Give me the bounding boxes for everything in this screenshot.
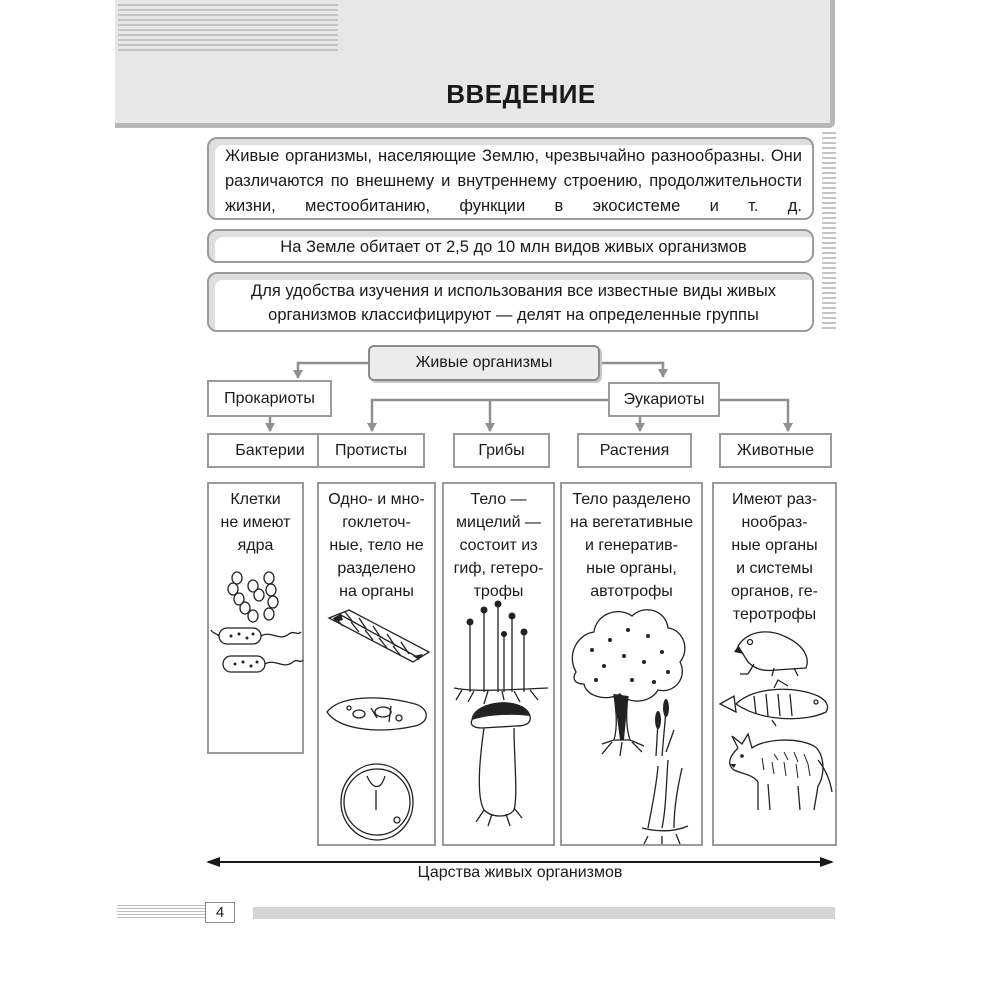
info-box-classification: Для удобства изучения и использования все известные виды живых организмов классифицируют — делят на определенные группы xyxy=(207,272,814,332)
bacteria-illustration xyxy=(209,566,306,686)
plants-description: Тело разделено на вегетативные и генератив- ные органы, автотрофы xyxy=(570,491,693,600)
node-prokaryotes: Прокариоты xyxy=(207,380,332,417)
animals-description: Имеют раз- нообраз- ные органы и системы органов, ге- теротрофы xyxy=(730,491,818,623)
node-bacteria: Бактерии xyxy=(207,433,333,468)
footer-stripes xyxy=(117,905,205,919)
protists-description: Одно- и мно- гоклеточ- ные, тело не разделено на органы xyxy=(328,491,425,600)
node-plants: Растения xyxy=(577,433,692,468)
animals-illustration xyxy=(714,624,839,846)
node-animals: Животные xyxy=(719,433,832,468)
page-title: ВВЕДЕНИЕ xyxy=(446,79,596,109)
column-plants xyxy=(560,482,703,846)
kingdoms-axis-label: Царства живых организмов xyxy=(417,864,623,881)
page-number: 4 xyxy=(205,902,235,923)
bacteria-description: Клетки не имеют ядра xyxy=(220,491,291,554)
protists-illustration xyxy=(319,604,438,844)
column-animals xyxy=(712,482,837,846)
node-protists: Протисты xyxy=(317,433,425,468)
footer-bar xyxy=(253,907,835,919)
node-fungi: Грибы xyxy=(453,433,550,468)
column-bacteria xyxy=(207,482,304,754)
column-protists xyxy=(317,482,436,846)
column-fungi xyxy=(442,482,555,846)
info-box-species-count: На Земле обитает от 2,5 до 10 млн видов живых организмов xyxy=(207,229,814,263)
fungi-illustration xyxy=(444,596,557,846)
node-eukaryotes: Эукариоты xyxy=(608,382,720,417)
plants-illustration xyxy=(562,600,705,846)
node-living-organisms: Живые организмы xyxy=(368,345,600,381)
info-box-diversity: Живые организмы, населяющие Землю, чрезвычайно разнообразны. Они различаются по внешнему и внутреннему строению, продолжительности жизни, местообитанию, функции в экосистеме и т. д. xyxy=(207,137,814,220)
fungi-description: Тело — мицелий — состоит из гиф, гетеро- трофы xyxy=(453,491,544,600)
